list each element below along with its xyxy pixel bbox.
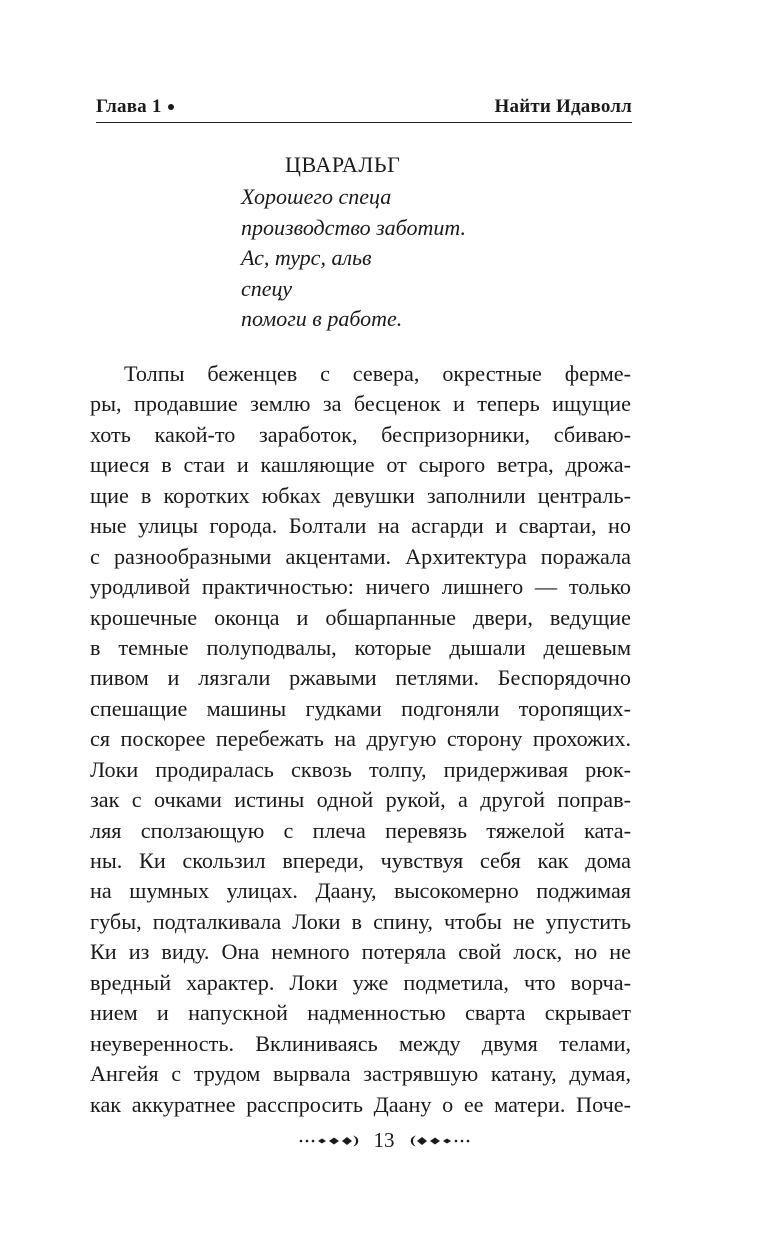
right-ornament-icon: [409, 1134, 471, 1148]
book-title: Найти Идаволл: [494, 96, 632, 117]
text-line: ся поскорее перебежать на другую сторону прохожих.: [90, 726, 631, 752]
text-line: Ангейя с трудом вырвала застрявшую катану, думая,: [90, 1061, 631, 1087]
epigraph-line: производство заботит.: [241, 214, 466, 240]
epigraph-line: Ас, турс, альв: [241, 245, 372, 270]
text-line: крошечные оконца и обшарпанные двери, ведущие: [90, 604, 631, 630]
page-footer: [0, 1128, 768, 1158]
text-line: уродливой практичностью: ничего лишнего — только: [90, 574, 631, 600]
bullet-icon: [168, 104, 174, 110]
text-line: губы, подталкивала Локи в спину, чтобы не упустить: [90, 908, 631, 934]
left-ornament-icon: [298, 1134, 360, 1148]
text-line: пивом и лязгали ржавыми петлями. Беспорядочно: [90, 665, 631, 691]
text-line: ляя сползающую с плеча перевязь тяжелой ката-: [90, 817, 631, 843]
epigraph-line: спецу: [241, 275, 293, 301]
text-line: с разнообразными акцентами. Архитектура поражала: [90, 543, 631, 569]
text-line: зак с очками истины одной рукой, а другой поправ-: [90, 787, 631, 813]
text-line: Ки из виду. Она немного потеряла свой лоск, но не: [90, 939, 631, 965]
chapter-label: [96, 96, 174, 118]
text-line: нием и напускной надменностью сварта скрывает: [90, 1000, 631, 1026]
text-line: ры, продавшие землю за бесценок и теперь ищущие: [90, 391, 631, 417]
page-number: 13: [373, 1128, 395, 1152]
text-line: неуверенность. Вклиниваясь между двумя телами,: [90, 1030, 631, 1056]
epigraph-heading: ЦВАРАЛЬГ: [285, 152, 401, 177]
epigraph-line: помоги в работе.: [241, 306, 403, 331]
text-line: вредный характер. Локи уже подметила, что ворча-: [90, 969, 631, 995]
text-line: ны. Ки скользил впереди, чувствуя себя как дома: [90, 848, 631, 873]
text-line: щие в коротких юбках девушки заполнили централь-: [90, 482, 631, 508]
text-line: на шумных улицах. Даану, высокомерно поджимая: [90, 878, 631, 904]
chapter-text: Глава 1: [96, 96, 162, 117]
text-line: Локи продиралась сквозь толпу, придерживая рюк-: [90, 756, 631, 782]
text-line: щиеся в стаи и кашляющие от сырого ветра, дрожа-: [90, 452, 631, 478]
body-paragraph: [90, 359, 631, 1120]
epigraph-line: Хорошего спеца: [241, 184, 392, 209]
epigraph: [241, 150, 661, 335]
text-line: спешащие машины гудками подгоняли торопящих-: [90, 695, 631, 721]
text-line: ные улицы города. Болтали на асгарди и свартаи, но: [90, 513, 631, 539]
running-header: [96, 92, 632, 123]
text-line: Толпы беженцев с севера, окрестные ферме-: [124, 361, 631, 386]
text-line: как аккуратнее расспросить Даану о ее матери. Поче-: [90, 1091, 631, 1117]
text-line: хоть какой-то заработок, беспризорники, сбиваю-: [90, 421, 631, 447]
text-line: в темные полуподвалы, которые дышали дешевым: [90, 634, 631, 660]
